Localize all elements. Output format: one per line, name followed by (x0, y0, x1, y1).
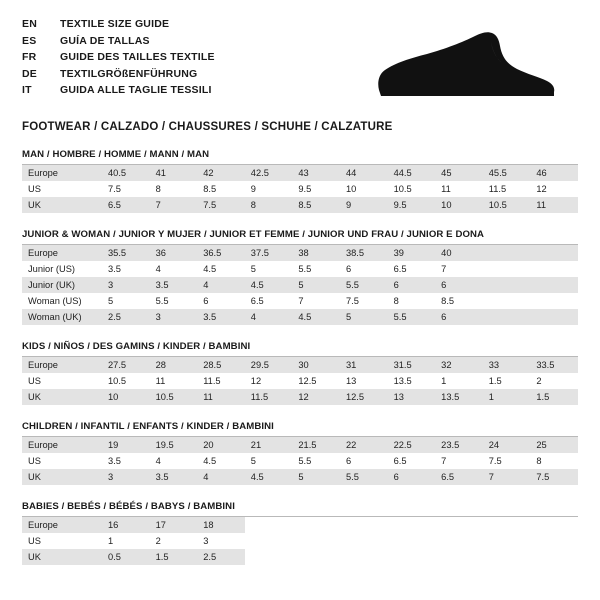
cell: 12 (292, 389, 340, 405)
page-title: FOOTWEAR / CALZADO / CHAUSSURES / SCHUHE / CALZATURE (22, 121, 393, 133)
cell: 45.5 (483, 165, 531, 181)
cell: 36 (150, 245, 198, 261)
cell: 19 (102, 437, 150, 453)
table-row (22, 261, 578, 277)
language-title: GUIDA ALLE TAGLIE TESSILI (60, 84, 212, 96)
size-table-children (22, 421, 578, 485)
cell: 7 (150, 197, 198, 213)
group-title: CHILDREN / INFANTIL / ENFANTS / KINDER / BAMBINI (22, 421, 578, 437)
cell: 7.5 (197, 197, 245, 213)
cell: 8 (245, 197, 293, 213)
cell: 42 (197, 165, 245, 181)
cell: 6.5 (388, 261, 436, 277)
cell: 10 (340, 181, 388, 197)
cell: 6 (388, 277, 436, 293)
cell: 5 (292, 277, 340, 293)
cell: 3 (150, 309, 198, 325)
table-row (22, 533, 578, 549)
cell: 3.5 (102, 261, 150, 277)
cell: 18 (197, 517, 245, 533)
cell-empty (292, 517, 340, 533)
cell: 8.5 (292, 197, 340, 213)
language-title: TEXTILE SIZE GUIDE (60, 18, 170, 30)
table (22, 165, 578, 213)
cell-empty (340, 549, 388, 565)
size-table-man (22, 149, 578, 213)
cell: 11.5 (483, 181, 531, 197)
table-row (22, 517, 578, 533)
cell: 7 (435, 261, 483, 277)
cell-empty (388, 533, 436, 549)
language-row (22, 16, 215, 33)
cell: 13 (340, 373, 388, 389)
cell-empty (435, 533, 483, 549)
cell (483, 245, 531, 261)
row-label: Europe (22, 245, 102, 261)
cell: 39 (388, 245, 436, 261)
table-row (22, 309, 578, 325)
cell: 6.5 (388, 453, 436, 469)
cell: 4.5 (197, 453, 245, 469)
cell: 38.5 (340, 245, 388, 261)
cell: 5.5 (340, 469, 388, 485)
cell: 1.5 (150, 549, 198, 565)
row-label: US (22, 453, 102, 469)
cell: 30 (292, 357, 340, 373)
table (22, 357, 578, 405)
cell: 6 (340, 453, 388, 469)
cell: 29.5 (245, 357, 293, 373)
row-label: UK (22, 469, 102, 485)
cell: 41 (150, 165, 198, 181)
row-label: UK (22, 389, 102, 405)
cell: 8 (150, 181, 198, 197)
row-label: UK (22, 197, 102, 213)
language-title: TEXTILGRÖßENFÜHRUNG (60, 67, 198, 80)
cell: 4.5 (245, 277, 293, 293)
cell: 4.5 (245, 469, 293, 485)
cell: 1.5 (483, 373, 531, 389)
language-title: GUIDE DES TAILLES TEXTILE (60, 51, 215, 63)
table-row (22, 373, 578, 389)
cell: 7.5 (530, 469, 578, 485)
cell: 21.5 (292, 437, 340, 453)
cell: 11 (197, 389, 245, 405)
cell: 7.5 (340, 293, 388, 309)
cell-empty (435, 549, 483, 565)
table-row (22, 293, 578, 309)
table-row (22, 437, 578, 453)
cell: 35.5 (102, 245, 150, 261)
cell: 46 (530, 165, 578, 181)
cell: 11.5 (197, 373, 245, 389)
cell (530, 277, 578, 293)
table-row (22, 181, 578, 197)
row-label: UK (22, 549, 102, 565)
cell: 5 (340, 309, 388, 325)
table (22, 245, 578, 325)
cell: 3.5 (150, 469, 198, 485)
cell: 44 (340, 165, 388, 181)
cell-empty (530, 549, 578, 565)
cell: 1 (435, 373, 483, 389)
row-label: Woman (UK) (22, 309, 102, 325)
cell: 7.5 (483, 453, 531, 469)
table-row (22, 453, 578, 469)
cell: 10 (102, 389, 150, 405)
cell: 5.5 (292, 453, 340, 469)
cell: 4 (197, 469, 245, 485)
cell: 5.5 (388, 309, 436, 325)
cell: 12 (530, 181, 578, 197)
cell-empty (340, 517, 388, 533)
cell: 22.5 (388, 437, 436, 453)
cell-empty (483, 549, 531, 565)
cell: 22 (340, 437, 388, 453)
cell: 19.5 (150, 437, 198, 453)
cell: 1.5 (530, 389, 578, 405)
size-table-kids (22, 341, 578, 405)
table-row (22, 197, 578, 213)
cell-empty (530, 517, 578, 533)
cell-empty (530, 533, 578, 549)
size-table-babies (22, 501, 578, 565)
cell: 6.5 (435, 469, 483, 485)
cell: 3.5 (197, 309, 245, 325)
group-title: JUNIOR & WOMAN / JUNIOR Y MUJER / JUNIOR ET FEMME / JUNIOR UND FRAU / JUNIOR E DONA (22, 229, 578, 245)
cell: 4 (245, 309, 293, 325)
cell: 37.5 (245, 245, 293, 261)
language-code: DE (22, 67, 37, 80)
cell: 24 (483, 437, 531, 453)
language-list (22, 16, 215, 99)
cell-empty (340, 533, 388, 549)
cell: 13 (388, 389, 436, 405)
cell: 43 (292, 165, 340, 181)
cell: 38 (292, 245, 340, 261)
cell: 31 (340, 357, 388, 373)
cell: 9 (245, 181, 293, 197)
cell: 6 (340, 261, 388, 277)
cell: 6 (388, 469, 436, 485)
cell: 32 (435, 357, 483, 373)
language-code: EN (22, 18, 37, 30)
row-label: US (22, 181, 102, 197)
cell: 3.5 (150, 277, 198, 293)
cell-empty (388, 517, 436, 533)
cell: 4 (150, 453, 198, 469)
row-label: Junior (UK) (22, 277, 102, 293)
cell: 1 (483, 389, 531, 405)
row-label: Woman (US) (22, 293, 102, 309)
cell: 17 (150, 517, 198, 533)
cell: 6.5 (102, 197, 150, 213)
cell: 10.5 (483, 197, 531, 213)
cell (483, 277, 531, 293)
cell: 11 (530, 197, 578, 213)
cell (530, 245, 578, 261)
cell: 10 (435, 197, 483, 213)
language-code: ES (22, 34, 37, 47)
cell: 36.5 (197, 245, 245, 261)
cell: 4 (150, 261, 198, 277)
cell: 20 (197, 437, 245, 453)
language-row (22, 49, 215, 66)
cell: 44.5 (388, 165, 436, 181)
table-row (22, 357, 578, 373)
cell: 8 (388, 293, 436, 309)
cell: 5.5 (340, 277, 388, 293)
cell: 40 (435, 245, 483, 261)
cell: 12 (245, 373, 293, 389)
cell: 12.5 (292, 373, 340, 389)
cell: 9.5 (388, 197, 436, 213)
cell: 6 (435, 277, 483, 293)
cell: 8.5 (435, 293, 483, 309)
cell: 4.5 (197, 261, 245, 277)
row-label: Europe (22, 517, 102, 533)
cell: 11 (150, 373, 198, 389)
cell: 2.5 (197, 549, 245, 565)
cell: 2 (530, 373, 578, 389)
cell: 10.5 (102, 373, 150, 389)
cell: 13.5 (388, 373, 436, 389)
cell: 7 (435, 453, 483, 469)
row-label: US (22, 533, 102, 549)
language-row (22, 66, 215, 83)
cell-empty (245, 517, 293, 533)
table-row (22, 245, 578, 261)
cell: 23.5 (435, 437, 483, 453)
cell: 10.5 (388, 181, 436, 197)
cell: 3 (102, 469, 150, 485)
cell: 6.5 (245, 293, 293, 309)
language-row (22, 33, 215, 50)
table-row (22, 389, 578, 405)
cell-empty (292, 533, 340, 549)
table-row (22, 277, 578, 293)
row-label: Europe (22, 357, 102, 373)
cell: 5.5 (292, 261, 340, 277)
group-title: KIDS / NIÑOS / DES GAMINS / KINDER / BAMBINI (22, 341, 578, 357)
cell: 21 (245, 437, 293, 453)
cell (530, 261, 578, 277)
row-label: Europe (22, 437, 102, 453)
cell: 8 (530, 453, 578, 469)
cell: 5 (292, 469, 340, 485)
cell: 13.5 (435, 389, 483, 405)
size-table-junior-woman (22, 229, 578, 325)
language-row (22, 82, 215, 99)
group-title: MAN / HOMBRE / HOMME / MANN / MAN (22, 149, 578, 165)
cell: 6 (197, 293, 245, 309)
cell: 6 (435, 309, 483, 325)
cell: 10.5 (150, 389, 198, 405)
cell-empty (292, 549, 340, 565)
cell: 7.5 (102, 181, 150, 197)
cell: 40.5 (102, 165, 150, 181)
cell: 3 (102, 277, 150, 293)
header (22, 16, 578, 105)
cell: 28.5 (197, 357, 245, 373)
row-label: Europe (22, 165, 102, 181)
table-row (22, 165, 578, 181)
cell-empty (483, 517, 531, 533)
cell-empty (245, 549, 293, 565)
cell: 33 (483, 357, 531, 373)
table-row (22, 549, 578, 565)
cell (483, 309, 531, 325)
cell: 5 (245, 453, 293, 469)
row-label: US (22, 373, 102, 389)
cell: 5 (245, 261, 293, 277)
cell: 16 (102, 517, 150, 533)
cell-empty (435, 517, 483, 533)
language-title: GUÍA DE TALLAS (60, 34, 150, 47)
cell: 12.5 (340, 389, 388, 405)
cell: 31.5 (388, 357, 436, 373)
group-title: BABIES / BEBÉS / BÉBÉS / BABYS / BAMBINI (22, 501, 578, 517)
cell: 4 (197, 277, 245, 293)
cell (530, 293, 578, 309)
cell: 0.5 (102, 549, 150, 565)
cell: 9.5 (292, 181, 340, 197)
cell (483, 293, 531, 309)
cell (483, 261, 531, 277)
cell: 11 (435, 181, 483, 197)
cell: 27.5 (102, 357, 150, 373)
cell (530, 309, 578, 325)
cell-empty (388, 549, 436, 565)
cell: 7 (292, 293, 340, 309)
cell: 11.5 (245, 389, 293, 405)
dress-shoe-icon (371, 30, 556, 105)
cell: 25 (530, 437, 578, 453)
table (22, 437, 578, 485)
table-row (22, 469, 578, 485)
cell: 8.5 (197, 181, 245, 197)
cell: 5 (102, 293, 150, 309)
cell: 2 (150, 533, 198, 549)
cell: 4.5 (292, 309, 340, 325)
cell: 3 (197, 533, 245, 549)
cell: 9 (340, 197, 388, 213)
cell: 7 (483, 469, 531, 485)
row-label: Junior (US) (22, 261, 102, 277)
cell: 3.5 (102, 453, 150, 469)
cell: 33.5 (530, 357, 578, 373)
cell-empty (245, 533, 293, 549)
language-code: FR (22, 51, 37, 63)
language-code: IT (22, 84, 32, 96)
cell: 45 (435, 165, 483, 181)
table (22, 517, 578, 565)
cell: 5.5 (150, 293, 198, 309)
cell: 28 (150, 357, 198, 373)
cell-empty (483, 533, 531, 549)
cell: 2.5 (102, 309, 150, 325)
cell: 42.5 (245, 165, 293, 181)
cell: 1 (102, 533, 150, 549)
